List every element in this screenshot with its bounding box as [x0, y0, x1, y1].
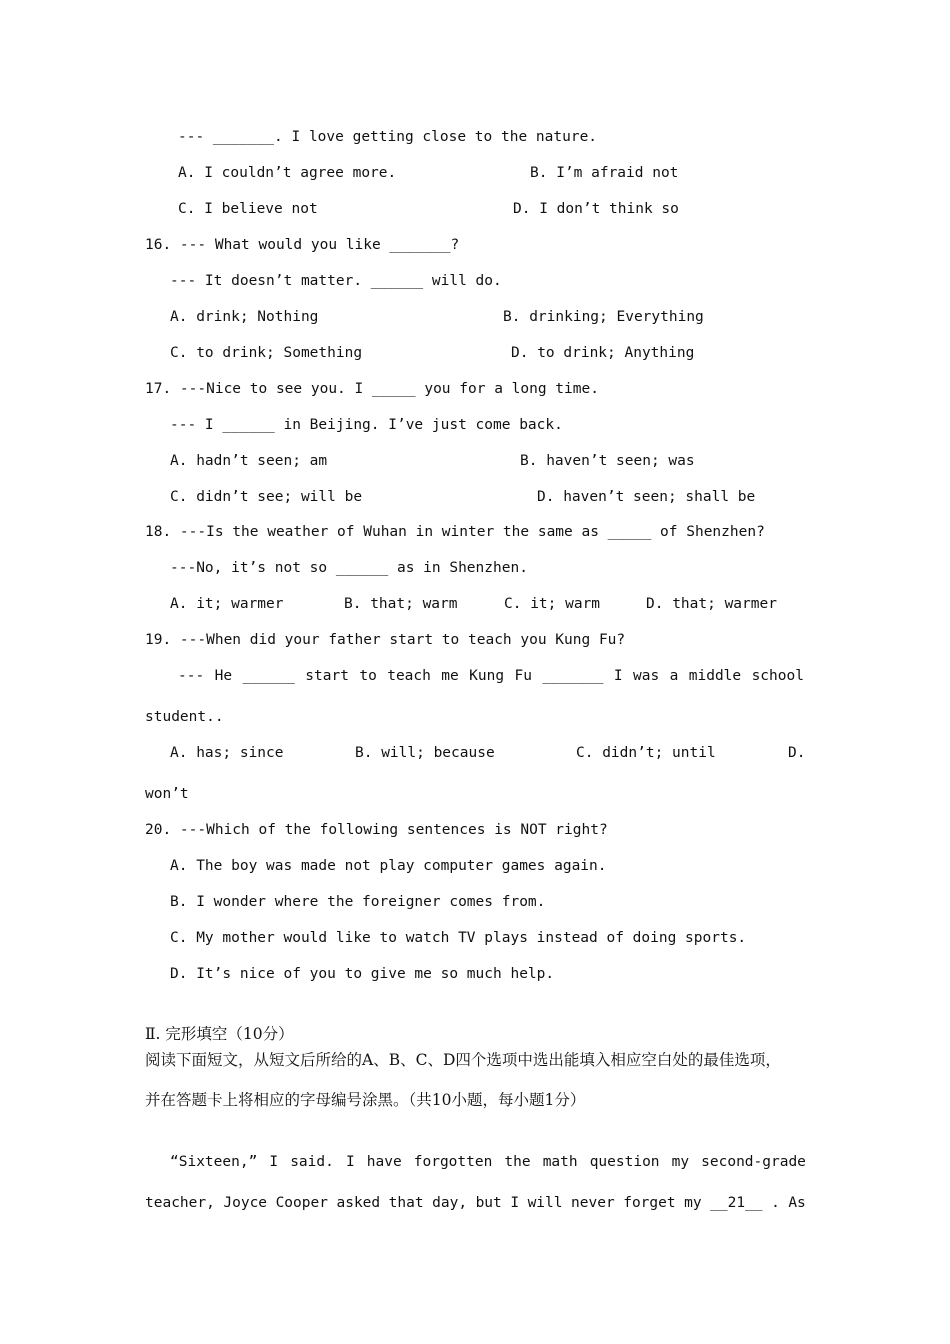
q20-option-d: D. It’s nice of you to give me so much help. [170, 966, 555, 982]
q19-option-a: A. has; since [170, 745, 284, 761]
passage-word: forget [623, 1195, 676, 1211]
passage-word: teacher, [145, 1195, 215, 1211]
passage-line2 [145, 1194, 806, 1212]
q16-option-b: B. drinking; Everything [503, 309, 704, 325]
q18-option-c: C. it; warm [504, 596, 601, 612]
q19-line2-word: to [359, 668, 377, 684]
q19-line2-word: school [751, 668, 804, 684]
q19-option-c: C. didn’t; until [576, 745, 716, 761]
passage-word: I [510, 1195, 520, 1211]
passage-word: __21__ [710, 1195, 763, 1211]
q20-option-b: B. I wonder where the foreigner comes from. [170, 894, 546, 910]
q20-option-c: C. My mother would like to watch TV plays instead of doing sports. [170, 930, 747, 946]
q19-line2-word: He [214, 668, 233, 684]
passage-word: Joyce [223, 1195, 268, 1211]
passage-word: “Sixteen,” [170, 1154, 258, 1170]
q19-line2-word: --- [178, 668, 205, 684]
passage-word: question [589, 1154, 660, 1170]
q18-option-a: A. it; warmer [170, 596, 284, 612]
q19-line2-word: middle [688, 668, 742, 684]
q17-option-d: D. haven’t seen; shall be [537, 489, 756, 505]
q18-option-d: D. that; warmer [646, 596, 777, 612]
q18-option-b: B. that; warm [344, 596, 458, 612]
q18-line2: ---No, it’s not so ______ as in Shenzhen. [170, 560, 528, 576]
section-instruction-line1: 阅读下面短文，从短文后所给的A、B、C、D四个选项中选出能填入相应空白处的最佳选项， [145, 1051, 781, 1069]
passage-word: I [345, 1154, 355, 1170]
q15-option-a: A. I couldn’t agree more. [178, 165, 397, 181]
q19-line2-word: Fu [514, 668, 532, 684]
passage-word: have [366, 1154, 402, 1170]
q16-option-a: A. drink; Nothing [170, 309, 319, 325]
q19-line2-word: I [613, 668, 623, 684]
q17-line2: --- I ______ in Beijing. I’ve just come back. [170, 417, 563, 433]
q16-line2: --- It doesn’t matter. ______ will do. [170, 273, 502, 289]
q17-option-b: B. haven’t seen; was [520, 453, 695, 469]
q19-line3: student.. [145, 709, 224, 725]
q18-line1: 18. ---Is the weather of Wuhan in winter the same as _____ of Shenzhen? [145, 524, 765, 540]
passage-word: the [504, 1154, 531, 1170]
q19-line2-word: a [669, 668, 679, 684]
q19-line2-word: start [305, 668, 349, 684]
q15-option-d: D. I don’t think so [513, 201, 679, 217]
q20-option-a: A. The boy was made not play computer games again. [170, 858, 607, 874]
q19-line2-word: ______ [242, 668, 295, 684]
q17-option-a: A. hadn’t seen; am [170, 453, 328, 469]
q19-line2-word: Kung [469, 668, 505, 684]
q19-line2-word: was [633, 668, 660, 684]
passage-word: never [571, 1195, 615, 1211]
passage-word: my [671, 1154, 690, 1170]
passage-word: Cooper [275, 1195, 328, 1211]
passage-word: my [684, 1195, 702, 1211]
passage-word: asked [336, 1195, 381, 1211]
q19-option-d-text: won’t [145, 786, 189, 802]
passage-word: I [269, 1154, 279, 1170]
passage-word: day, [432, 1195, 468, 1211]
q19-line2-word: teach [387, 668, 431, 684]
passage-word: said. [290, 1154, 334, 1170]
passage-word: As [788, 1195, 806, 1211]
q15-option-c: C. I believe not [178, 201, 318, 217]
q20-line1: 20. ---Which of the following sentences is NOT right? [145, 822, 608, 838]
q17-line1: 17. ---Nice to see you. I _____ you for a long time. [145, 381, 599, 397]
q16-option-d: D. to drink; Anything [511, 345, 695, 361]
q17-option-c: C. didn’t see; will be [170, 489, 363, 505]
passage-line1 [170, 1153, 806, 1171]
q19-option-d-letter: D. [788, 745, 806, 761]
q19-line2 [178, 667, 804, 685]
passage-word: that [388, 1195, 424, 1211]
passage-word: second-grade [701, 1154, 806, 1170]
passage-word: math [542, 1154, 578, 1170]
q16-option-c: C. to drink; Something [170, 345, 363, 361]
q19-line1: 19. ---When did your father start to teach you Kung Fu? [145, 632, 626, 648]
passage-word: will [527, 1195, 563, 1211]
passage-word: forgotten [413, 1154, 493, 1170]
passage-word: . [771, 1195, 780, 1211]
q16-line1: 16. --- What would you like _______? [145, 237, 460, 253]
q15-option-b: B. I’m afraid not [530, 165, 679, 181]
q19-option-b: B. will; because [355, 745, 495, 761]
section-heading: Ⅱ. 完形填空（10分） [145, 1025, 294, 1043]
q19-line2-word: _______ [542, 668, 604, 684]
q19-line2-word: me [441, 668, 459, 684]
passage-word: but [475, 1195, 502, 1211]
q15-line2: --- _______. I love getting close to the nature. [178, 129, 598, 145]
section-instruction-line2: 并在答题卡上将相应的字母编号涂黑。（共10小题，每小题1分） [145, 1091, 586, 1109]
